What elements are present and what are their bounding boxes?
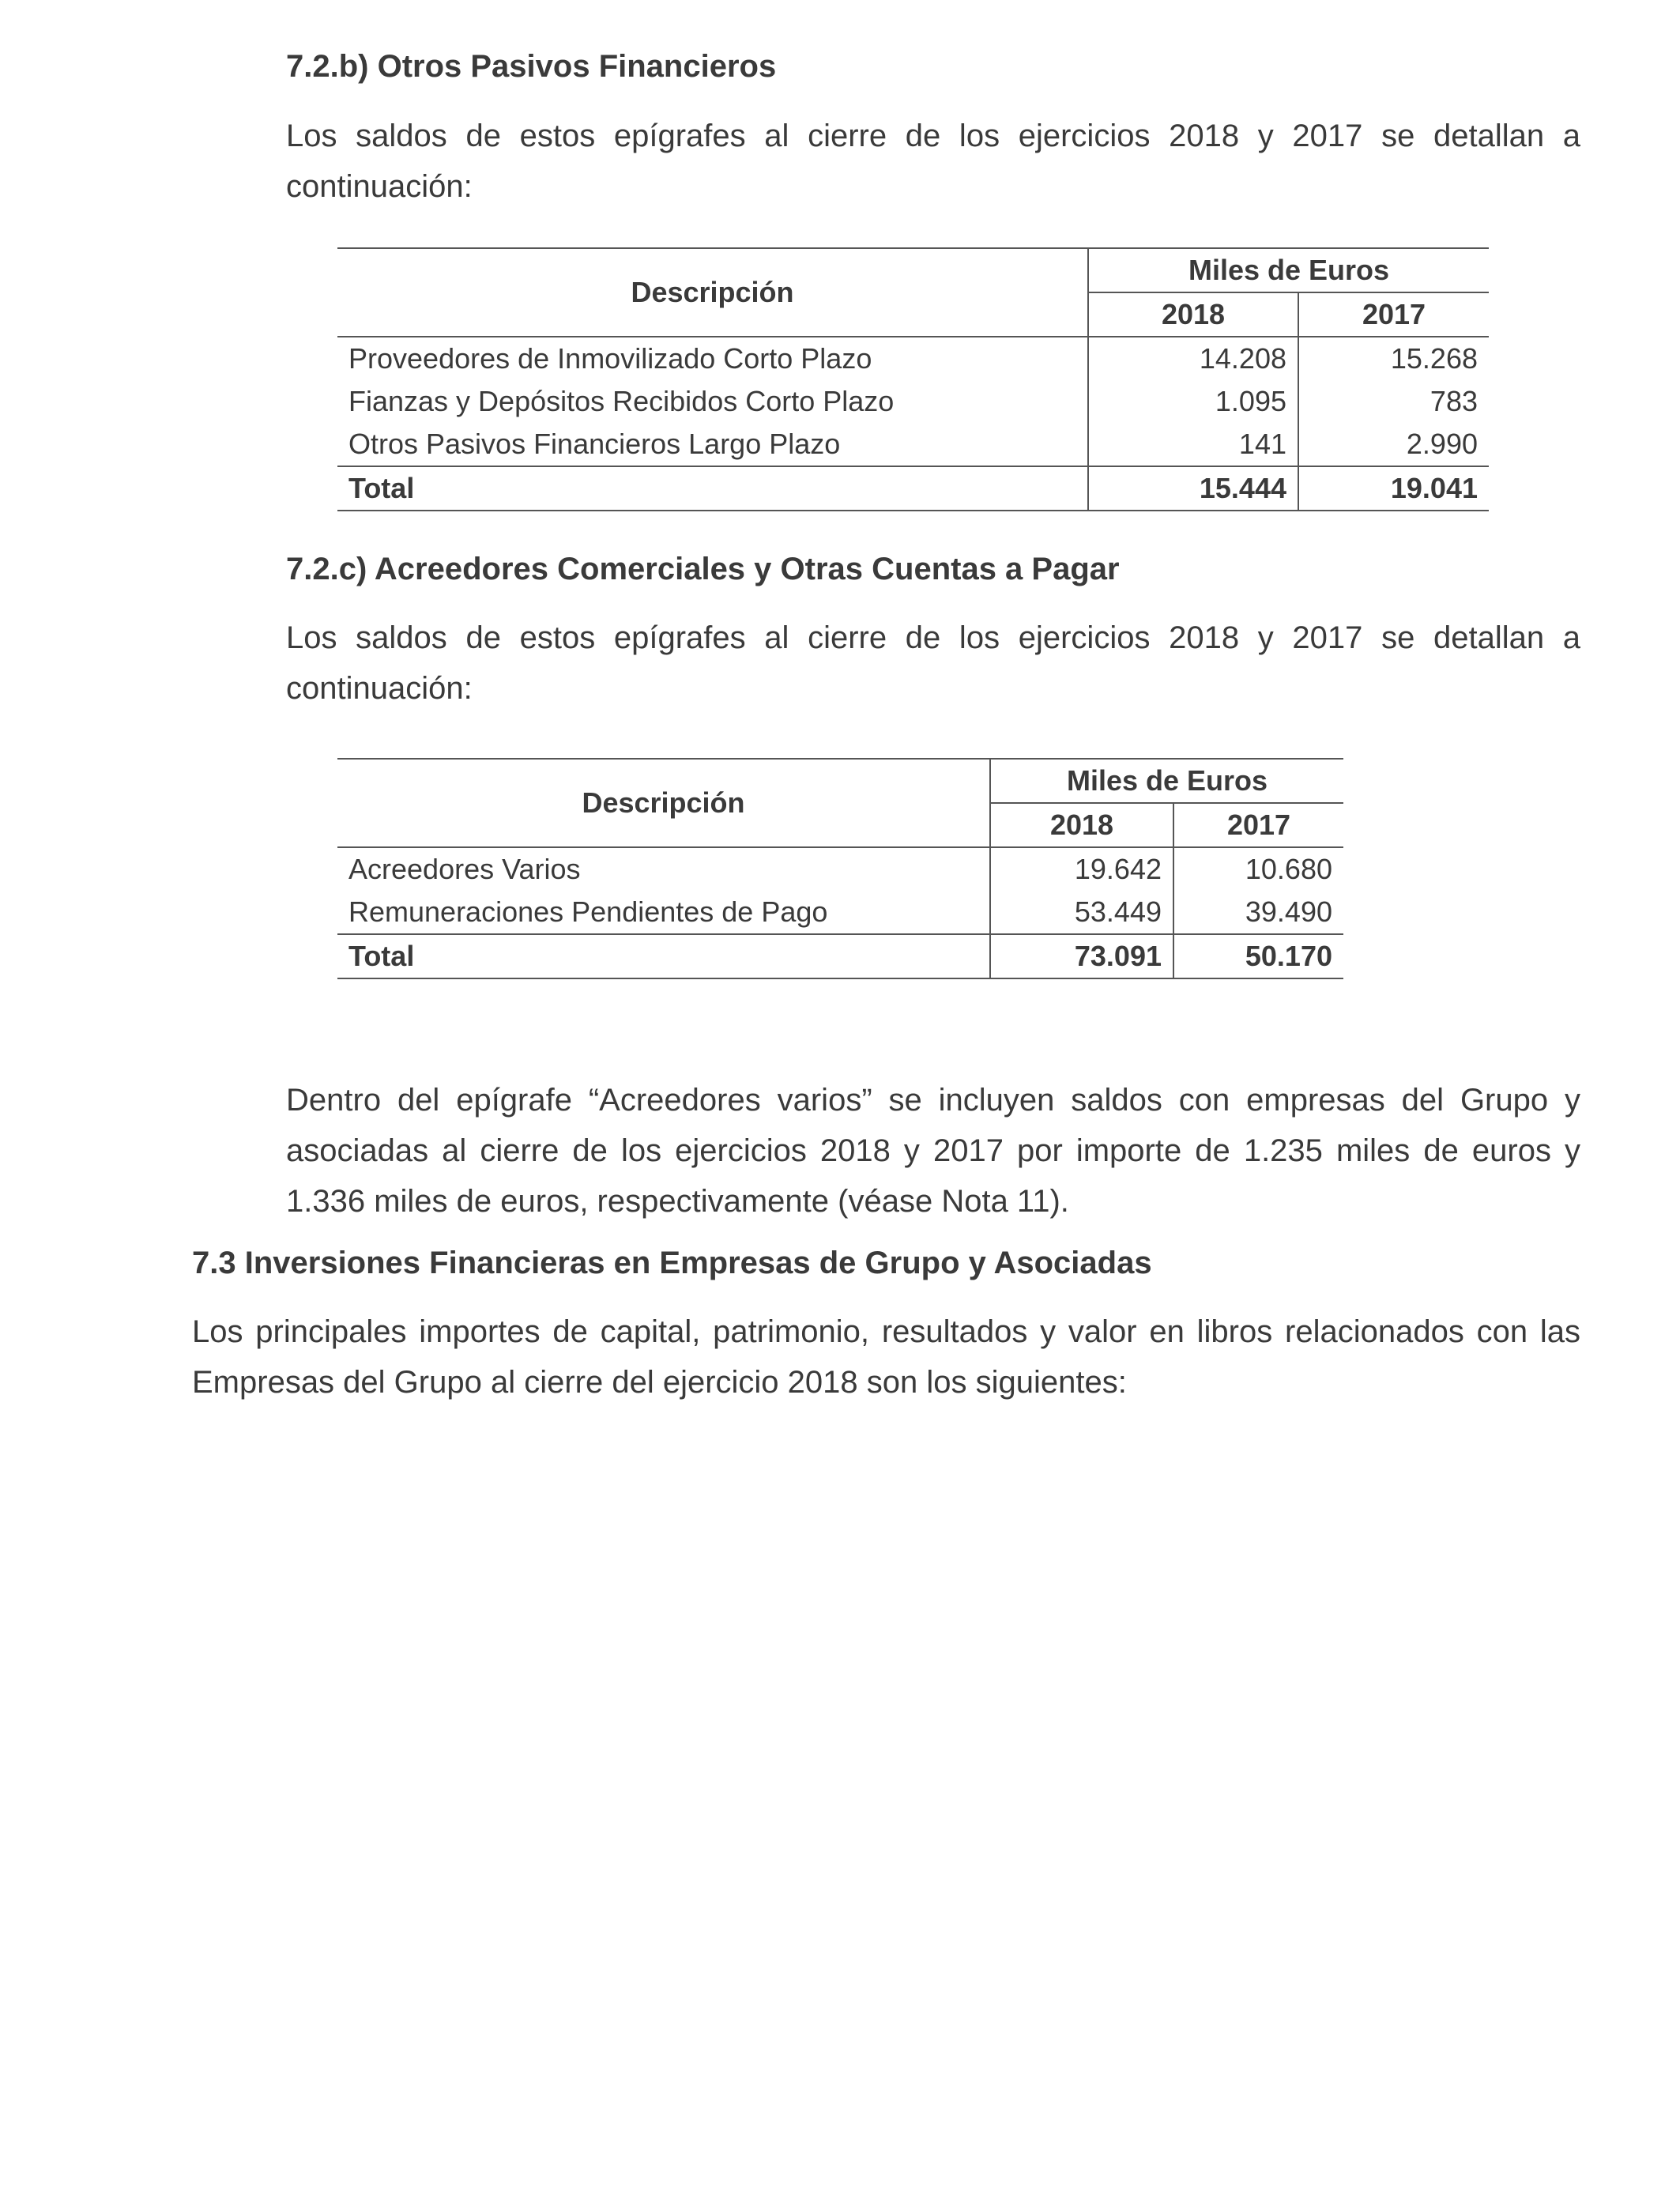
row-value-2018: 141 [1088, 423, 1298, 466]
row-value-2017: 39.490 [1173, 891, 1343, 934]
table-header-group: Miles de Euros [1088, 248, 1489, 292]
row-value-2018: 53.449 [990, 891, 1173, 934]
row-label: Fianzas y Depósitos Recibidos Corto Plazo [348, 385, 895, 417]
section-heading-7-3: 7.3 Inversiones Financieras en Empresas de Grupo y Asociadas [192, 1246, 1152, 1280]
table-row [337, 337, 1489, 380]
table-total-row [337, 934, 1343, 978]
total-value-2017: 19.041 [1298, 466, 1489, 511]
section-note-acreedores: Dentro del epígrafe “Acreedores varios” se incluyen saldos con empresas del Grupo y asociadas al cierre de los ejercicios 2018 y 2017 por importe de 1.235 miles de euros y 1.336 miles de euros, respectivamente (véase Nota 11). [286, 1083, 1580, 1219]
section-heading-7-2-b: 7.2.b) Otros Pasivos Financieros [286, 49, 777, 84]
table-total-row [337, 466, 1489, 511]
row-value-2017: 10.680 [1173, 847, 1343, 891]
table-header-year-2018: 2018 [990, 803, 1173, 847]
table-row [337, 380, 1489, 423]
table-header-year-2017: 2017 [1298, 292, 1489, 337]
row-value-2017: 2.990 [1298, 423, 1489, 466]
total-value-2018: 15.444 [1088, 466, 1298, 511]
table-acreedores [337, 758, 1343, 979]
total-value-2018: 73.091 [990, 934, 1173, 978]
section-intro-7-2-c: Los saldos de estos epígrafes al cierre de los ejercicios 2018 y 2017 se detallan a continuación: [286, 620, 1580, 706]
table-header-year-2018: 2018 [1088, 292, 1298, 337]
row-label: Remuneraciones Pendientes de Pago [348, 895, 828, 928]
total-label: Total [337, 466, 1088, 511]
section-intro-7-3: Los principales importes de capital, patrimonio, resultados y valor en libros relacionados con las Empresas del Grupo al cierre del ejercicio 2018 son los siguientes: [192, 1314, 1580, 1400]
row-value-2017: 783 [1298, 380, 1489, 423]
table-header-description: Descripción [337, 248, 1088, 337]
row-value-2018: 1.095 [1088, 380, 1298, 423]
row-label: Otros Pasivos Financieros Largo Plazo [348, 428, 841, 460]
table-header-group: Miles de Euros [990, 759, 1343, 803]
table-otros-pasivos [337, 247, 1489, 511]
total-label: Total [337, 934, 990, 978]
row-value-2018: 14.208 [1088, 337, 1298, 380]
table-row [337, 847, 1343, 891]
table-row [337, 423, 1489, 466]
section-heading-7-2-c: 7.2.c) Acreedores Comerciales y Otras Cuentas a Pagar [286, 552, 1120, 586]
table-row [337, 891, 1343, 934]
total-value-2017: 50.170 [1173, 934, 1343, 978]
row-value-2017: 15.268 [1298, 337, 1489, 380]
table-header-year-2017: 2017 [1173, 803, 1343, 847]
row-label: Acreedores Varios [348, 853, 581, 885]
row-label: Proveedores de Inmovilizado Corto Plazo [348, 342, 872, 375]
table-header-description: Descripción [337, 759, 990, 847]
section-intro-7-2-b: Los saldos de estos epígrafes al cierre de los ejercicios 2018 y 2017 se detallan a continuación: [286, 119, 1580, 204]
row-value-2018: 19.642 [990, 847, 1173, 891]
